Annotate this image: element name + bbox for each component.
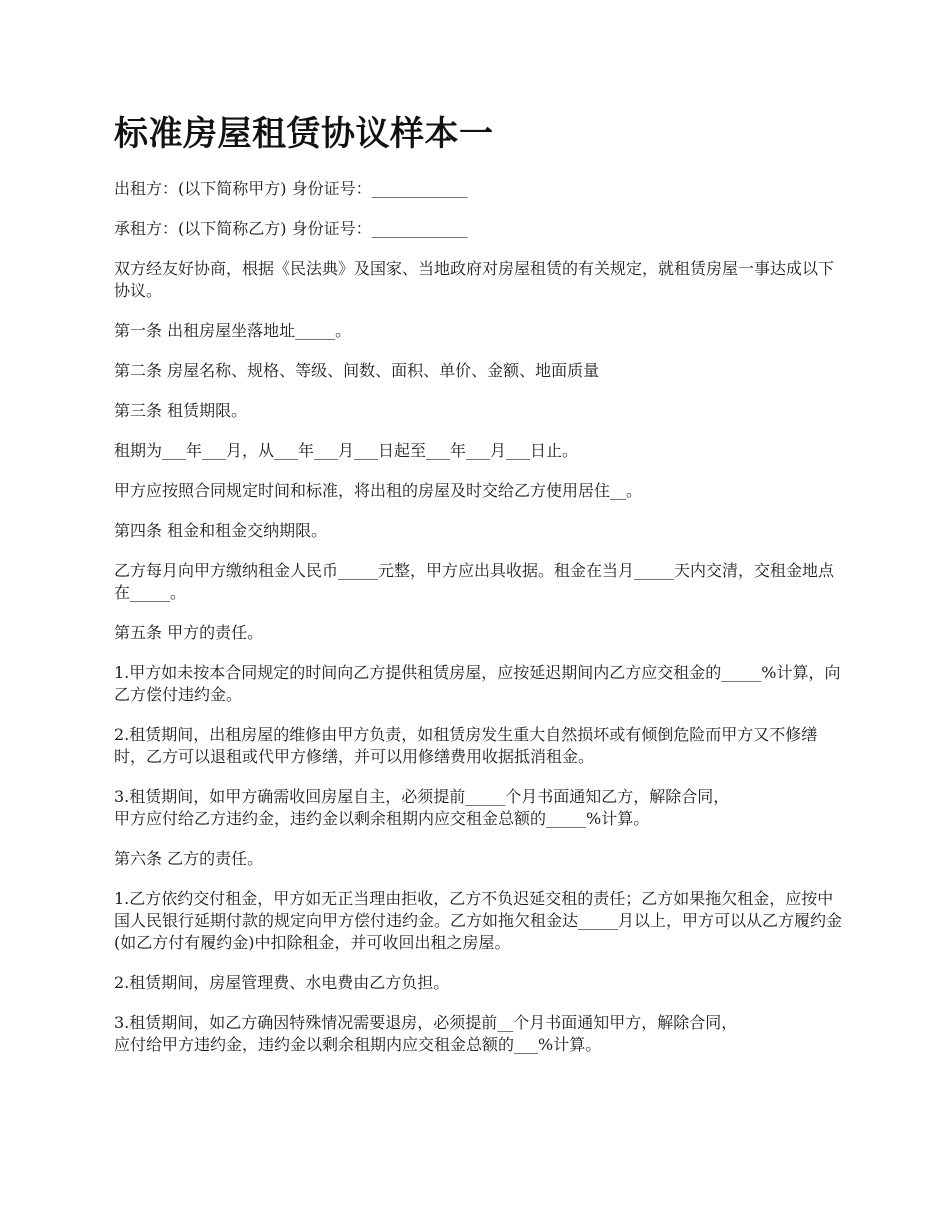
document-title: 标准房屋租赁协议样本一	[114, 114, 494, 154]
paragraph: 第一条 出租房屋坐落地址_____。	[114, 321, 352, 340]
paragraph: 出租方：(以下简称甲方) 身份证号：____________	[114, 179, 468, 198]
document-body	[114, 178, 844, 1056]
paragraph: 第二条 房屋名称、规格、等级、间数、面积、单价、金额、地面质量	[114, 361, 600, 380]
document-page	[114, 110, 844, 1074]
paragraph: 第六条 乙方的责任。	[114, 849, 264, 868]
paragraph: 3.租赁期间，如乙方确因特殊情况需要退房，必须提前__个月书面通知甲方，解除合同， 应付给甲方违约金，违约金以剩余租期内应交租金总额的___%计算。	[114, 1013, 738, 1054]
paragraph: 乙方每月向甲方缴纳租金人民币_____元整，甲方应出具收据。租金在当月_____天内交清，交租金地点在_____。	[114, 561, 835, 602]
paragraph: 1.甲方如未按本合同规定的时间向乙方提供租赁房屋，应按延迟期间内乙方应交租金的_____%计算，向乙方偿付违约金。	[114, 663, 841, 704]
paragraph: 双方经友好协商，根据《民法典》及国家、当地政府对房屋租赁的有关规定，就租赁房屋一事达成以下协议。	[114, 259, 835, 300]
paragraph: 第四条 租金和租金交纳期限。	[114, 521, 328, 540]
paragraph: 租期为___年___月，从___年___月___日起至___年___月___日止。	[114, 441, 579, 460]
paragraph: 第三条 租赁期限。	[114, 401, 248, 420]
paragraph: 甲方应按照合同规定时间和标准，将出租的房屋及时交给乙方使用居住__。	[114, 481, 643, 500]
paragraph: 第五条 甲方的责任。	[114, 623, 264, 642]
paragraph: 1.乙方依约交付租金，甲方如无正当理由拒收，乙方不负迟延交租的责任；乙方如果拖欠租金，应按中国人民银行延期付款的规定向甲方偿付违约金。乙方如拖欠租金达_____月以上，甲方可以从乙方履约金(如乙方付有履约金)中扣除租金，并可收回出租之房屋。	[114, 889, 843, 952]
paragraph: 承租方：(以下简称乙方) 身份证号：____________	[114, 219, 468, 238]
paragraph: 3.租赁期间，如甲方确需收回房屋自主，必须提前_____个月书面通知乙方，解除合同， 甲方应付给乙方违约金，违约金以剩余租期内应交租金总额的_____%计算。	[114, 787, 730, 828]
paragraph: 2.租赁期间，房屋管理费、水电费由乙方负担。	[114, 973, 450, 992]
paragraph: 2.租赁期间，出租房屋的维修由甲方负责，如租赁房发生重大自然损坏或有倾倒危险而甲方又不修缮时，乙方可以退租或代甲方修缮，并可以用修缮费用收据抵消租金。	[114, 725, 818, 766]
